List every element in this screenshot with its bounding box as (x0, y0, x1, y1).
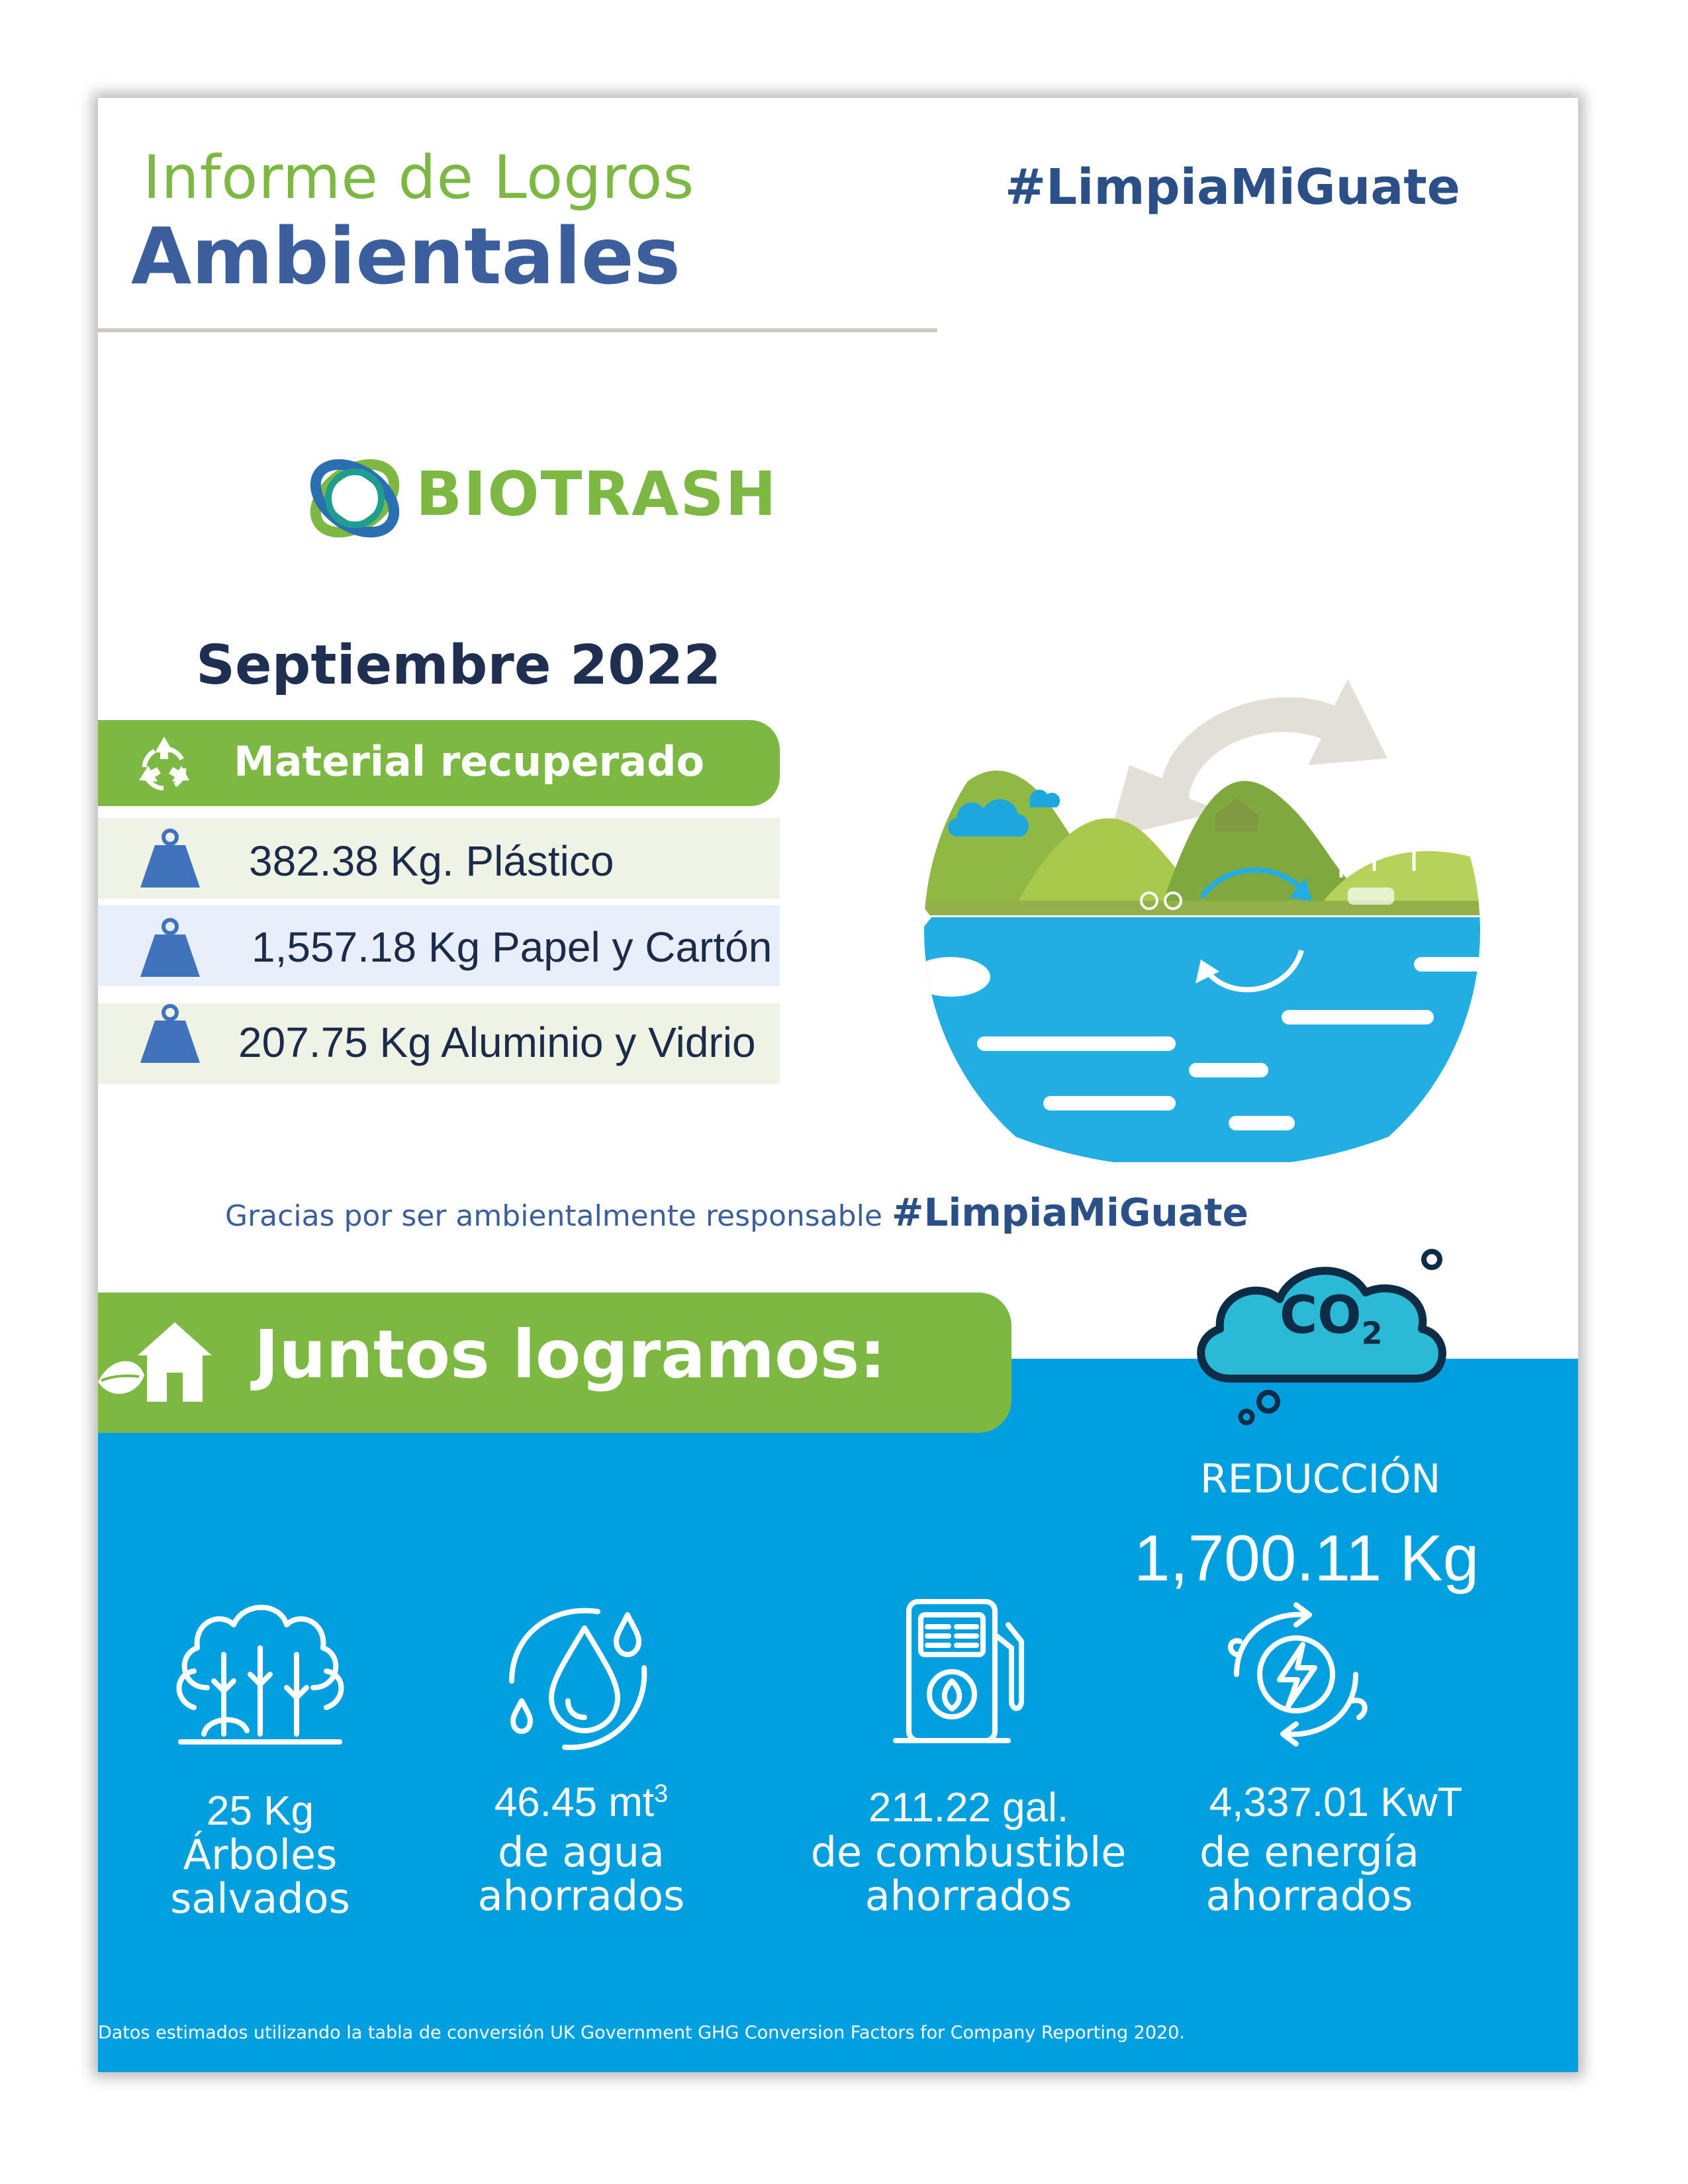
trees-icon (167, 1588, 353, 1760)
stat-trees-line1: Árboles (183, 1831, 338, 1879)
material-item-aluminum: 207.75 Kg Aluminio y Vidrio (238, 1019, 756, 1066)
stat-trees-value: 25 Kg (206, 1788, 314, 1834)
stat-fuel-line1: de combustible (810, 1828, 1127, 1876)
weight-icon (138, 1003, 203, 1064)
stat-trees-line2: salvados (170, 1874, 350, 1923)
recycle-icon (131, 731, 197, 797)
material-row (98, 1003, 780, 1084)
stat-fuel-line2: ahorrados (865, 1872, 1072, 1920)
together-title: Juntos logramos: (254, 1316, 886, 1393)
stat-water-value: 46.45 mt (494, 1780, 655, 1825)
weight-icon (138, 917, 203, 978)
title-line2: Ambientales (131, 210, 680, 302)
header-hashtag: #LimpiaMiGuate (1005, 159, 1460, 216)
stat-energy-line1: de energía (1199, 1828, 1419, 1876)
eco-landscape-illustration (911, 666, 1493, 1162)
reduction-value: 1,700.11 Kg (1134, 1522, 1479, 1594)
brand-name: BIOTRASH (416, 459, 778, 529)
co2-cloud-label (1280, 1286, 1383, 1351)
material-row (98, 905, 780, 986)
stat-water-line1: de agua (498, 1828, 665, 1876)
thanks-message (225, 1190, 1248, 1235)
energy-saving-icon (1203, 1588, 1389, 1760)
report-page (98, 98, 1578, 2072)
fuel-pump-icon (863, 1588, 1048, 1760)
weight-icon (138, 828, 203, 889)
footnote: Datos estimados utilizando la tabla de conversión UK Government GHG Conversion Factors for Company Reporting 2020. (98, 2023, 1185, 2043)
water-drop-icon (485, 1588, 671, 1760)
co2-subscript: 2 (1361, 1315, 1383, 1351)
stat-energy-value: 4,337.01 KwT (1209, 1780, 1463, 1825)
material-title: Material recuperado (234, 737, 705, 786)
stat-water-value-wrap (462, 1779, 700, 1826)
stat-water-line2: ahorrados (477, 1872, 685, 1920)
stat-fuel-value: 211.22 gal. (868, 1785, 1069, 1831)
stat-water-sup: 3 (654, 1780, 669, 1808)
thanks-hashtag: #LimpiaMiGuate (891, 1190, 1248, 1235)
material-item-paper: 1,557.18 Kg Papel y Cartón (252, 923, 773, 971)
material-row (98, 818, 780, 899)
material-item-plastic: 382.38 Kg. Plástico (249, 837, 614, 885)
house-leaf-icon (98, 1309, 214, 1408)
title-line1: Informe de Logros (143, 143, 695, 212)
header-divider (98, 328, 937, 332)
thanks-text: Gracias por ser ambientalmente responsable (225, 1199, 892, 1233)
stat-energy-line2: ahorrados (1205, 1872, 1413, 1920)
co2-text: CO (1280, 1286, 1362, 1345)
reduction-label: REDUCCIÓN (1200, 1456, 1441, 1502)
report-period: Septiembre 2022 (196, 634, 722, 697)
